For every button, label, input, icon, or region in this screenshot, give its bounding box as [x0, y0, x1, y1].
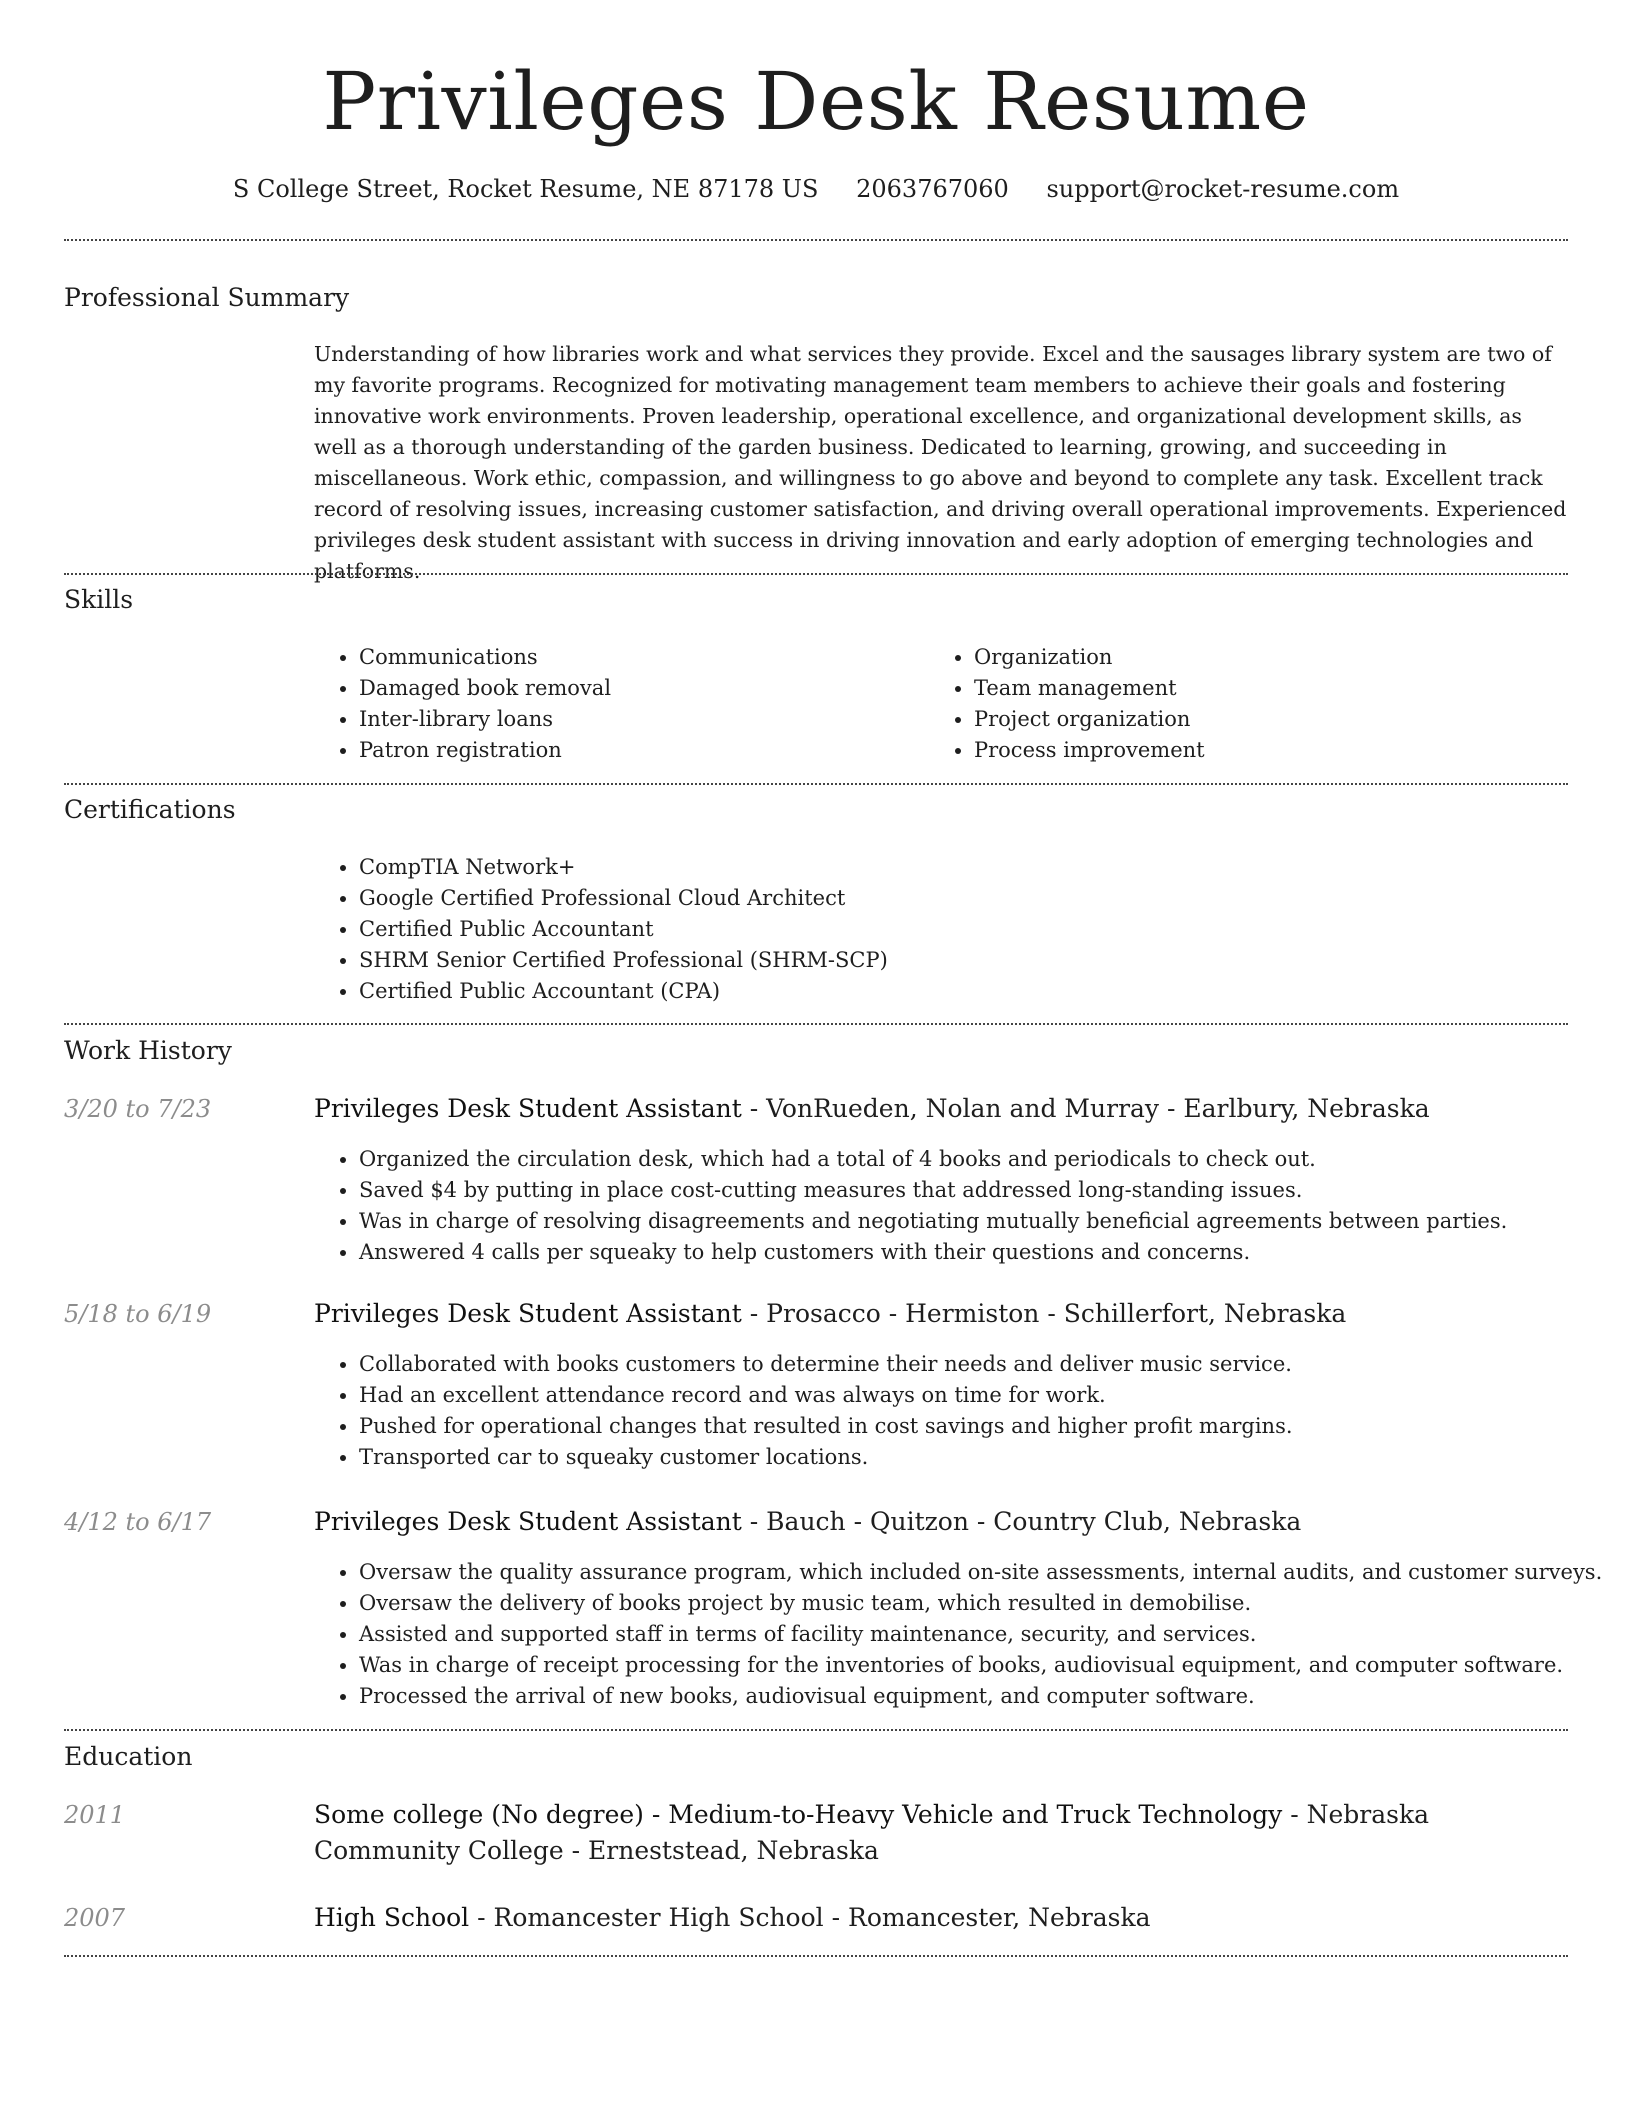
- skills-heading: Skills: [64, 585, 134, 614]
- education-heading: Education: [64, 1742, 193, 1771]
- skill-item: • Organization: [974, 642, 1205, 673]
- job-bullets: [314, 1349, 1293, 1473]
- job-bullet: • Oversaw the delivery of books project by music team, which resulted in demobilise.: [359, 1588, 1602, 1619]
- job-employer: - Bauch - Quitzon - Country Club, Nebraska: [741, 1507, 1302, 1536]
- section-divider: [64, 1729, 1568, 1731]
- skill-item: • Process improvement: [974, 735, 1205, 766]
- education-entry: [314, 1797, 1570, 1869]
- certifications-heading: Certifications: [64, 795, 236, 824]
- job-date: 3/20 to 7/23: [64, 1095, 212, 1123]
- skills-list-right: [929, 642, 1205, 766]
- certification-item: • Google Certified Professional Cloud Architect: [359, 883, 888, 914]
- job-title: [314, 1504, 1570, 1540]
- section-divider: [64, 573, 1568, 575]
- job-position: Privileges Desk Student Assistant: [314, 1507, 742, 1536]
- certification-item: • CompTIA Network+: [359, 852, 888, 883]
- education-school: - Nebraska Community College - Erneststead, Nebraska: [314, 1800, 1430, 1865]
- education-degree: High School: [314, 1903, 470, 1932]
- education-degree: Some college (No degree) - Medium-to-Heavy Vehicle and Truck Technology: [314, 1800, 1283, 1829]
- education-school: - Romancester High School - Romancester, Nebraska: [469, 1903, 1151, 1932]
- job-bullet: • Organized the circulation desk, which had a total of 4 books and periodicals to check out.: [359, 1144, 1507, 1175]
- job-position: Privileges Desk Student Assistant: [314, 1299, 742, 1328]
- job-bullet: • Processed the arrival of new books, audiovisual equipment, and computer software.: [359, 1681, 1602, 1712]
- work-history-heading: Work History: [64, 1036, 232, 1065]
- resume-title: Privileges Desk Resume: [322, 55, 1310, 148]
- resume-header: [0, 0, 1632, 204]
- summary-heading: Professional Summary: [64, 283, 350, 312]
- education-date: 2007: [64, 1904, 126, 1932]
- job-date: 5/18 to 6/19: [64, 1300, 212, 1328]
- skill-item: • Communications: [359, 642, 611, 673]
- summary-text: Understanding of how libraries work and what services they provide. Excel and the sausages library system are two of my favorite programs. Recognized for motivating management team members to achieve their goals and fostering innovative work environments. Proven leadership, operational excellence, and organizational development skills, as well as a thorough understanding of the garden business. Dedicated to learning, growing, and succeeding in miscellaneous. Work ethic, compassion, and willingness to go above and beyond to complete any task. Excellent track record of resolving issues, increasing customer satisfaction, and driving overall operational improvements. Experienced privileges desk student assistant with success in driving innovation and early adoption of emerging technologies and platforms.: [314, 342, 1567, 583]
- job-date: 4/12 to 6/17: [64, 1508, 212, 1536]
- skill-item: • Patron registration: [359, 735, 611, 766]
- skill-item: • Inter-library loans: [359, 704, 611, 735]
- job-bullet: • Assisted and supported staff in terms of facility maintenance, security, and services.: [359, 1619, 1602, 1650]
- section-divider: [64, 239, 1568, 241]
- section-divider: [64, 1955, 1568, 1957]
- certification-item: • Certified Public Accountant: [359, 914, 888, 945]
- job-bullets: [314, 1557, 1602, 1712]
- job-bullet: • Had an excellent attendance record and was always on time for work.: [359, 1380, 1293, 1411]
- job-employer: - VonRueden, Nolan and Murray - Earlbury, Nebraska: [741, 1094, 1430, 1123]
- job-bullet: • Transported car to squeaky customer locations.: [359, 1442, 1293, 1473]
- job-employer: - Prosacco - Hermiston - Schillerfort, Nebraska: [741, 1299, 1347, 1328]
- skills-list-left: [314, 642, 611, 766]
- contact-phone: 2063767060: [856, 175, 1009, 203]
- job-bullet: • Pushed for operational changes that resulted in cost savings and higher profit margins.: [359, 1411, 1293, 1442]
- certification-item: • Certified Public Accountant (CPA): [359, 976, 888, 1007]
- certification-item: • SHRM Senior Certified Professional (SHRM-SCP): [359, 945, 888, 976]
- skill-item: • Project organization: [974, 704, 1205, 735]
- contact-line: [0, 174, 1632, 204]
- certifications-list: [314, 852, 888, 1007]
- job-bullet: • Was in charge of receipt processing for the inventories of books, audiovisual equipment, and computer software.: [359, 1650, 1602, 1681]
- job-bullet: • Oversaw the quality assurance program, which included on-site assessments, internal audits, and customer surveys.: [359, 1557, 1602, 1588]
- job-title: [314, 1296, 1570, 1332]
- job-title: [314, 1091, 1570, 1127]
- job-position: Privileges Desk Student Assistant: [314, 1094, 742, 1123]
- job-bullet: • Saved $4 by putting in place cost-cutting measures that addressed long-standing issues.: [359, 1175, 1507, 1206]
- section-divider: [64, 783, 1568, 785]
- education-entry: [314, 1900, 1570, 1936]
- job-bullet: • Was in charge of resolving disagreements and negotiating mutually beneficial agreements between parties.: [359, 1206, 1507, 1237]
- contact-address: S College Street, Rocket Resume, NE 87178 US: [232, 175, 819, 203]
- skill-item: • Team management: [974, 673, 1205, 704]
- education-date: 2011: [64, 1801, 126, 1829]
- section-divider: [64, 1023, 1568, 1025]
- job-bullets: [314, 1144, 1507, 1268]
- job-bullet: • Answered 4 calls per squeaky to help customers with their questions and concerns.: [359, 1237, 1507, 1268]
- contact-email: support@rocket-resume.com: [1046, 175, 1400, 203]
- job-bullet: • Collaborated with books customers to determine their needs and deliver music service.: [359, 1349, 1293, 1380]
- skill-item: • Damaged book removal: [359, 673, 611, 704]
